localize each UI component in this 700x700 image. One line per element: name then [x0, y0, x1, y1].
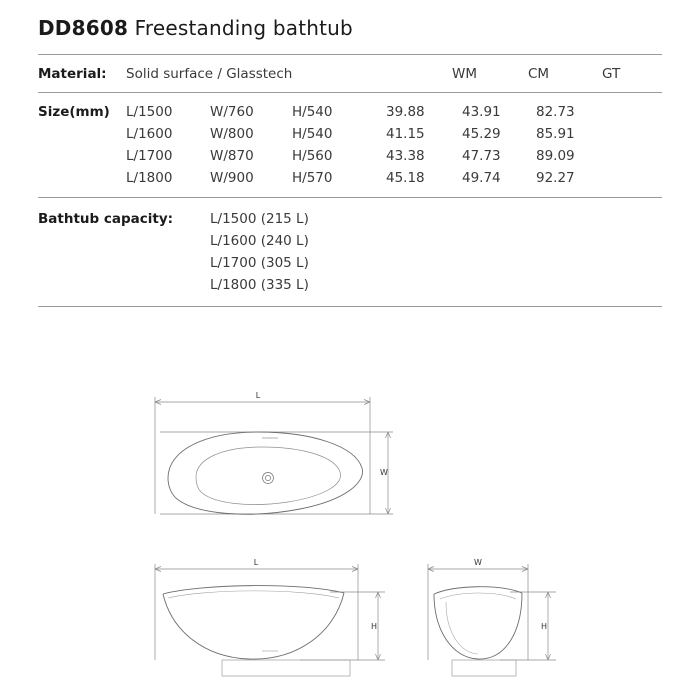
size-block [38, 93, 662, 198]
size-width: W/760 [210, 104, 254, 120]
size-height: H/570 [292, 170, 333, 186]
top-view-basin-outline [196, 447, 341, 505]
drawing-svg [0, 372, 700, 700]
size-gt: 92.27 [536, 170, 575, 186]
column-header-gt: GT [602, 65, 621, 82]
size-length: L/1500 [126, 104, 173, 120]
table-row [38, 145, 662, 167]
side-view-dimension-lines [428, 564, 556, 660]
side-view-rim-line [440, 593, 516, 599]
size-wm: 41.15 [386, 126, 425, 142]
front-view-rim-line [168, 591, 339, 598]
product-code: DD8608 [38, 16, 129, 40]
size-gt: 89.09 [536, 148, 575, 164]
side-view-base [452, 660, 516, 676]
top-view-dimension-lines [155, 397, 393, 514]
size-height: H/540 [292, 104, 333, 120]
front-view-height-label: H [370, 622, 378, 631]
material-label: Material: [38, 65, 107, 82]
size-length: L/1600 [126, 126, 173, 142]
top-view-drain-icon [263, 473, 274, 484]
top-view-width-label: W [380, 468, 388, 477]
front-view-tub-outline [163, 586, 344, 660]
size-width: W/800 [210, 126, 254, 142]
size-wm: 39.88 [386, 104, 425, 120]
page-title [38, 0, 662, 40]
size-cm: 43.91 [462, 104, 501, 120]
capacity-value: L/1600 (240 L) [210, 233, 309, 249]
technical-drawings [0, 372, 700, 700]
capacity-block [38, 198, 662, 307]
side-view-height-label: H [540, 622, 548, 631]
size-cm: 47.73 [462, 148, 501, 164]
size-wm: 43.38 [386, 148, 425, 164]
size-length: L/1800 [126, 170, 173, 186]
front-view-length-label: L [253, 558, 259, 567]
size-width: W/900 [210, 170, 254, 186]
size-length: L/1700 [126, 148, 173, 164]
table-row [38, 101, 662, 123]
capacity-value: L/1500 (215 L) [210, 211, 309, 227]
material-value: Solid surface / Glasstech [126, 65, 293, 82]
column-header-wm: WM [452, 65, 477, 82]
size-gt: 85.91 [536, 126, 575, 142]
table-row [38, 208, 662, 230]
table-row [38, 274, 662, 296]
front-view-dimension-lines [155, 564, 385, 660]
side-view-tub-outline [434, 587, 522, 659]
capacity-value: L/1800 (335 L) [210, 277, 309, 293]
size-height: H/560 [292, 148, 333, 164]
size-cm: 49.74 [462, 170, 501, 186]
product-name: Freestanding bathtub [134, 16, 353, 40]
front-view-base [222, 660, 350, 676]
column-header-cm: CM [528, 65, 550, 82]
capacity-label: Bathtub capacity: [38, 211, 174, 227]
table-row [38, 230, 662, 252]
size-height: H/540 [292, 126, 333, 142]
size-label: Size(mm) [38, 104, 110, 120]
material-row [38, 55, 662, 93]
table-row [38, 252, 662, 274]
size-wm: 45.18 [386, 170, 425, 186]
table-row [38, 167, 662, 189]
top-view-length-label: L [255, 391, 261, 400]
side-view-width-label: W [474, 558, 482, 567]
capacity-value: L/1700 (305 L) [210, 255, 309, 271]
spec-table [38, 54, 662, 307]
size-gt: 82.73 [536, 104, 575, 120]
size-width: W/870 [210, 148, 254, 164]
size-cm: 45.29 [462, 126, 501, 142]
table-row [38, 123, 662, 145]
